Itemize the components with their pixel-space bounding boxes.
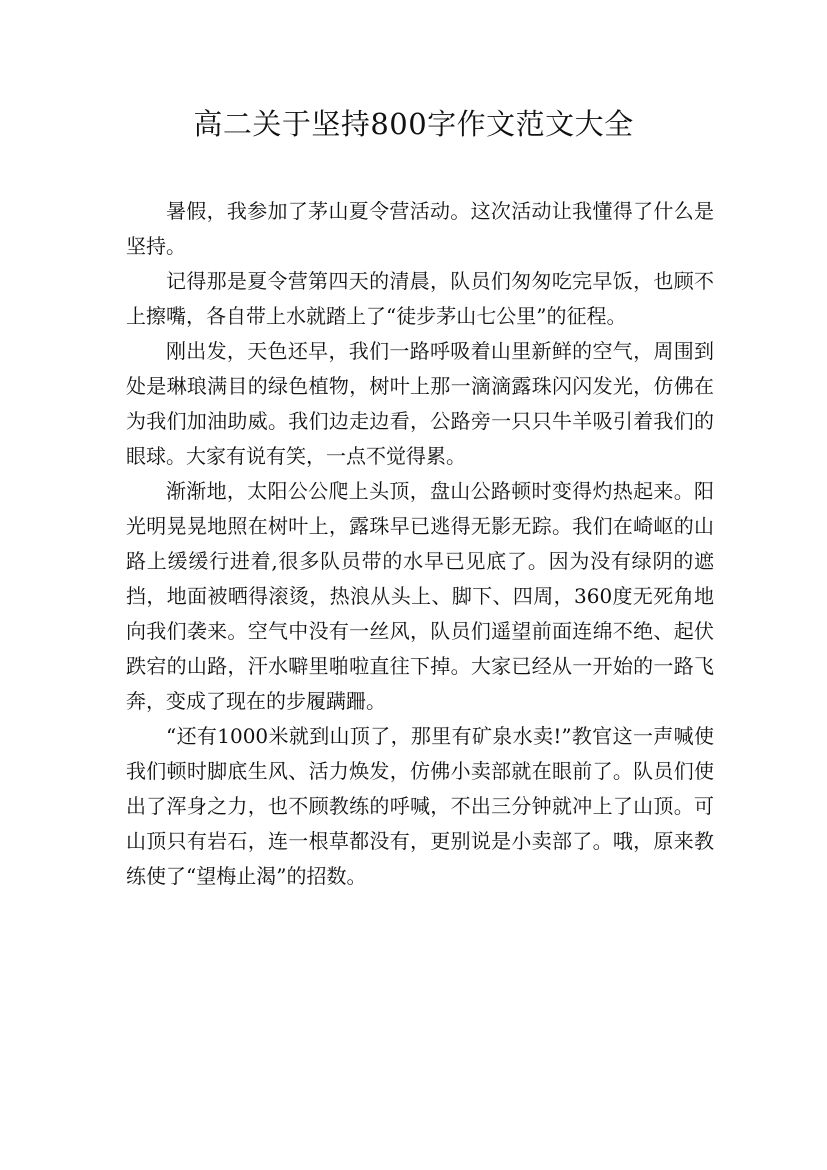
paragraph-4: 渐渐地，太阳公公爬上头顶，盘山公路顿时变得灼热起来。阳光明晃晃地照在树叶上，露珠早已逃得无影无踪。我们在崎岖的山路上缓缓行进着,很多队员带的水早已见底了。因为没有绿阴的遮挡，地面被晒得滚烫，热浪从头上、脚下、四周，360度无死角地向我们袭来。空气中没有一丝风，队员们遥望前面连绵不绝、起伏跌宕的山路，汗水噼里啪啦直往下掉。大家已经从一开始的一路飞奔，变成了现在的步履蹒跚。 (126, 479, 714, 713)
paragraph-3: 刚出发，天色还早，我们一路呼吸着山里新鲜的空气，周围到处是琳琅满目的绿色植物，树叶上那一滴滴露珠闪闪发光，仿佛在为我们加油助威。我们边走边看，公路旁一只只牛羊吸引着我们的眼球。大家有说有笑，一点不觉得累。 (126, 339, 714, 468)
paragraph-1: 暑假，我参加了茅山夏令营活动。这次活动让我懂得了什么是坚持。 (126, 199, 714, 258)
document-body (126, 194, 714, 894)
paragraph-5: “还有1000米就到山顶了，那里有矿泉水卖!”教官这一声喊使我们顿时脚底生风、活力焕发，仿佛小卖部就在眼前了。队员们使出了浑身之力，也不顾教练的呼喊，不出三分钟就冲上了山顶。可山顶只有岩石，连一根草都没有，更别说是小卖部了。哦，原来教练使了“望梅止渴”的招数。 (126, 724, 714, 888)
paragraph-2: 记得那是夏令营第四天的清晨，队员们匆匆吃完早饭，也顾不上擦嘴，各自带上水就踏上了“徒步茅山七公里”的征程。 (126, 269, 714, 328)
document-title: 高二关于坚持800字作文范文大全 (193, 107, 634, 141)
